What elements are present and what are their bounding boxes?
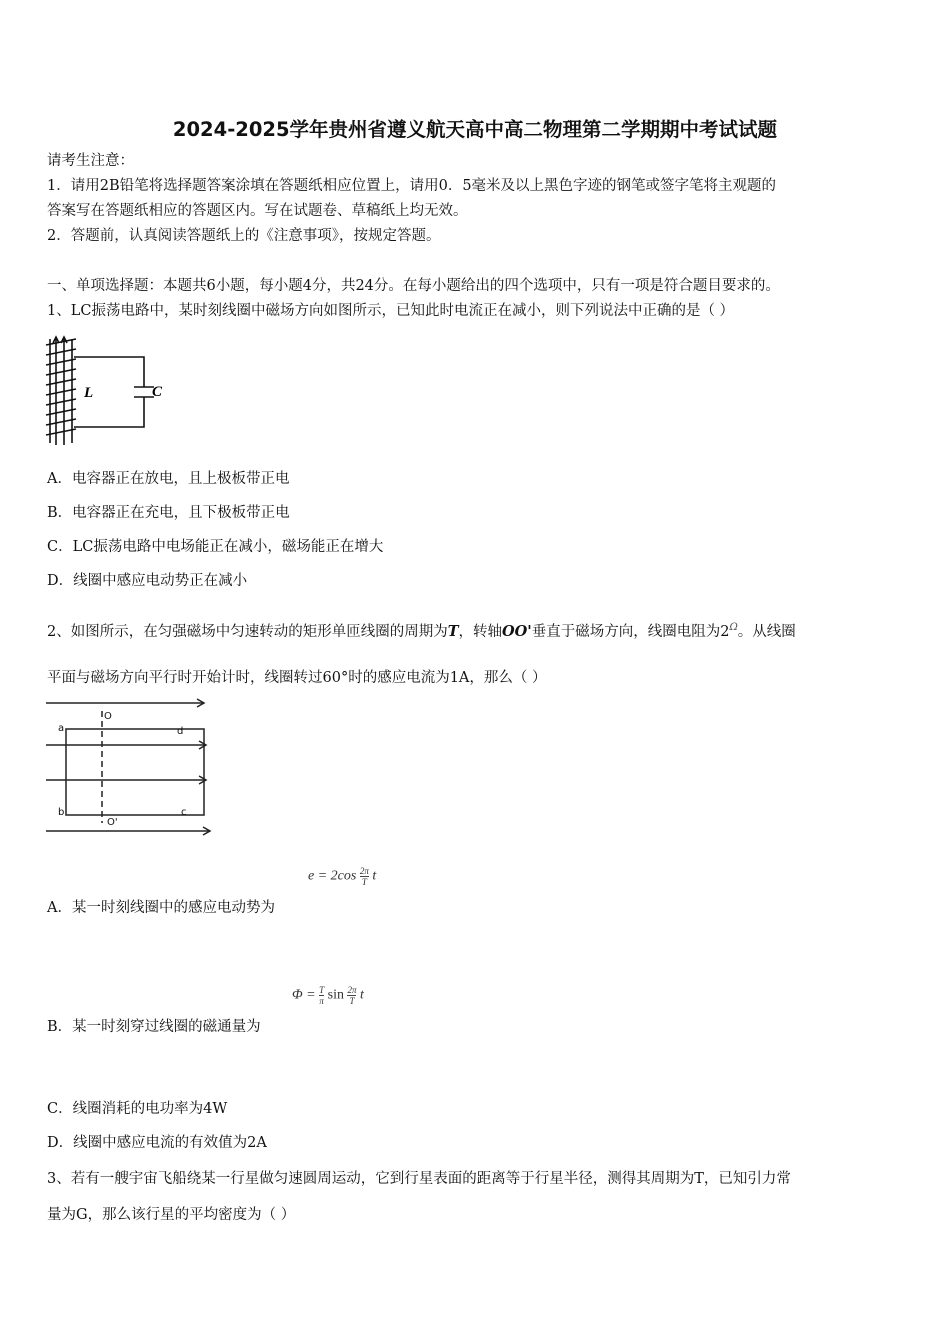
- formula-emf-var: t: [372, 868, 377, 884]
- formula-flux-fraction: [347, 985, 356, 1006]
- q2-option-d: D．线圈中感应电流的有效值为2A: [47, 1135, 267, 1151]
- formula-flux-coeff-num: T: [319, 985, 325, 995]
- fig-label-O: O: [104, 711, 112, 722]
- fig-label-a: a: [58, 723, 65, 734]
- q2-option-b: B．某一时刻穿过线圈的磁通量为: [47, 1019, 261, 1035]
- formula-flux-fn: sin: [327, 987, 344, 1003]
- q2-stem-oo: OO': [502, 622, 532, 640]
- formula-emf: [308, 866, 376, 887]
- formula-emf-den: T: [361, 877, 367, 887]
- formula-emf-num: 2π: [359, 866, 369, 876]
- question-3-stem-line-2: 量为G，那么该行星的平均密度为（ ）: [47, 1207, 296, 1223]
- fig-label-O-prime: O': [107, 817, 118, 828]
- fig-label-b: b: [58, 807, 65, 818]
- q2-stem-part-d: 。从线圈: [737, 623, 796, 640]
- fig-label-c: c: [181, 807, 187, 818]
- q2-stem-omega: Ω: [729, 622, 738, 633]
- formula-emf-lhs: e = 2cos: [308, 868, 357, 884]
- formula-flux-den: T: [349, 996, 355, 1006]
- formula-flux-coeff-den: π: [319, 996, 324, 1006]
- q1-option-c: C．LC振荡电路中电场能正在减小，磁场能正在增大: [47, 539, 384, 555]
- rotating-coil-figure: [44, 697, 216, 839]
- formula-flux-num: 2π: [347, 985, 357, 995]
- q2-stem-part-a: 2、如图所示，在匀强磁场中匀速转动的矩形单匝线圈的周期为: [47, 623, 448, 640]
- notice-line-2: 答案写在答题纸相应的答题区内。写在试题卷、草稿纸上均无效。: [47, 203, 468, 219]
- formula-flux-lhs: Φ =: [292, 987, 320, 1003]
- q2-stem-part-b: ，转轴: [458, 623, 503, 640]
- question-2-stem-line-1: [47, 618, 796, 642]
- notice-line-3: 2．答题前，认真阅读答题纸上的《注意事项》，按规定答题。: [47, 228, 441, 244]
- question-1-stem: 1、LC振荡电路中，某时刻线圈中磁场方向如图所示，已知此时电流正在减小，则下列说法中正确的是（ ）: [47, 303, 735, 319]
- q1-option-b: B．电容器正在充电，且下极板带正电: [47, 505, 290, 521]
- q2-option-a: A．某一时刻线圈中的感应电动势为: [47, 900, 275, 916]
- formula-emf-fraction: [360, 866, 369, 887]
- fig-label-d: d: [177, 726, 184, 737]
- question-3-stem-line-1: 3、若有一艘宇宙飞船绕某一行星做匀速圆周运动，它到行星表面的距离等于行星半径，测得其周期为T，已知引力常: [47, 1171, 791, 1187]
- q1-option-a: A．电容器正在放电，且上极板带正电: [47, 471, 290, 487]
- question-2-stem-line-2: 平面与磁场方向平行时开始计时，线圈转过60°时的感应电流为1A，那么（ ）: [47, 670, 547, 686]
- fig-label-C: C: [152, 384, 163, 400]
- q1-option-d: D．线圈中感应电动势正在减小: [47, 573, 248, 589]
- formula-flux-var: t: [359, 987, 364, 1003]
- q2-stem-T: T: [447, 622, 459, 640]
- notice-line-1: 1．请用2B铅笔将选择题答案涂填在答题纸相应位置上，请用0．5毫米及以上黑色字迹的钢笔或签字笔将主观题的: [47, 178, 777, 194]
- formula-flux-coeff: [319, 985, 324, 1006]
- formula-flux: [292, 985, 364, 1006]
- page-title: 2024-2025学年贵州省遵义航天高中高二物理第二学期期中考试试题: [172, 118, 778, 141]
- lc-circuit-figure: [44, 335, 174, 447]
- section-heading: 一、单项选择题：本题共6小题，每小题4分，共24分。在每小题给出的四个选项中，只有一项是符合题目要求的。: [47, 278, 780, 294]
- q2-option-c: C．线圈消耗的电功率为4W: [47, 1101, 228, 1117]
- q2-stem-part-c: 垂直于磁场方向，线圈电阻为2: [531, 623, 730, 640]
- notice-heading: 请考生注意：: [47, 153, 134, 169]
- fig-label-L: L: [84, 385, 94, 401]
